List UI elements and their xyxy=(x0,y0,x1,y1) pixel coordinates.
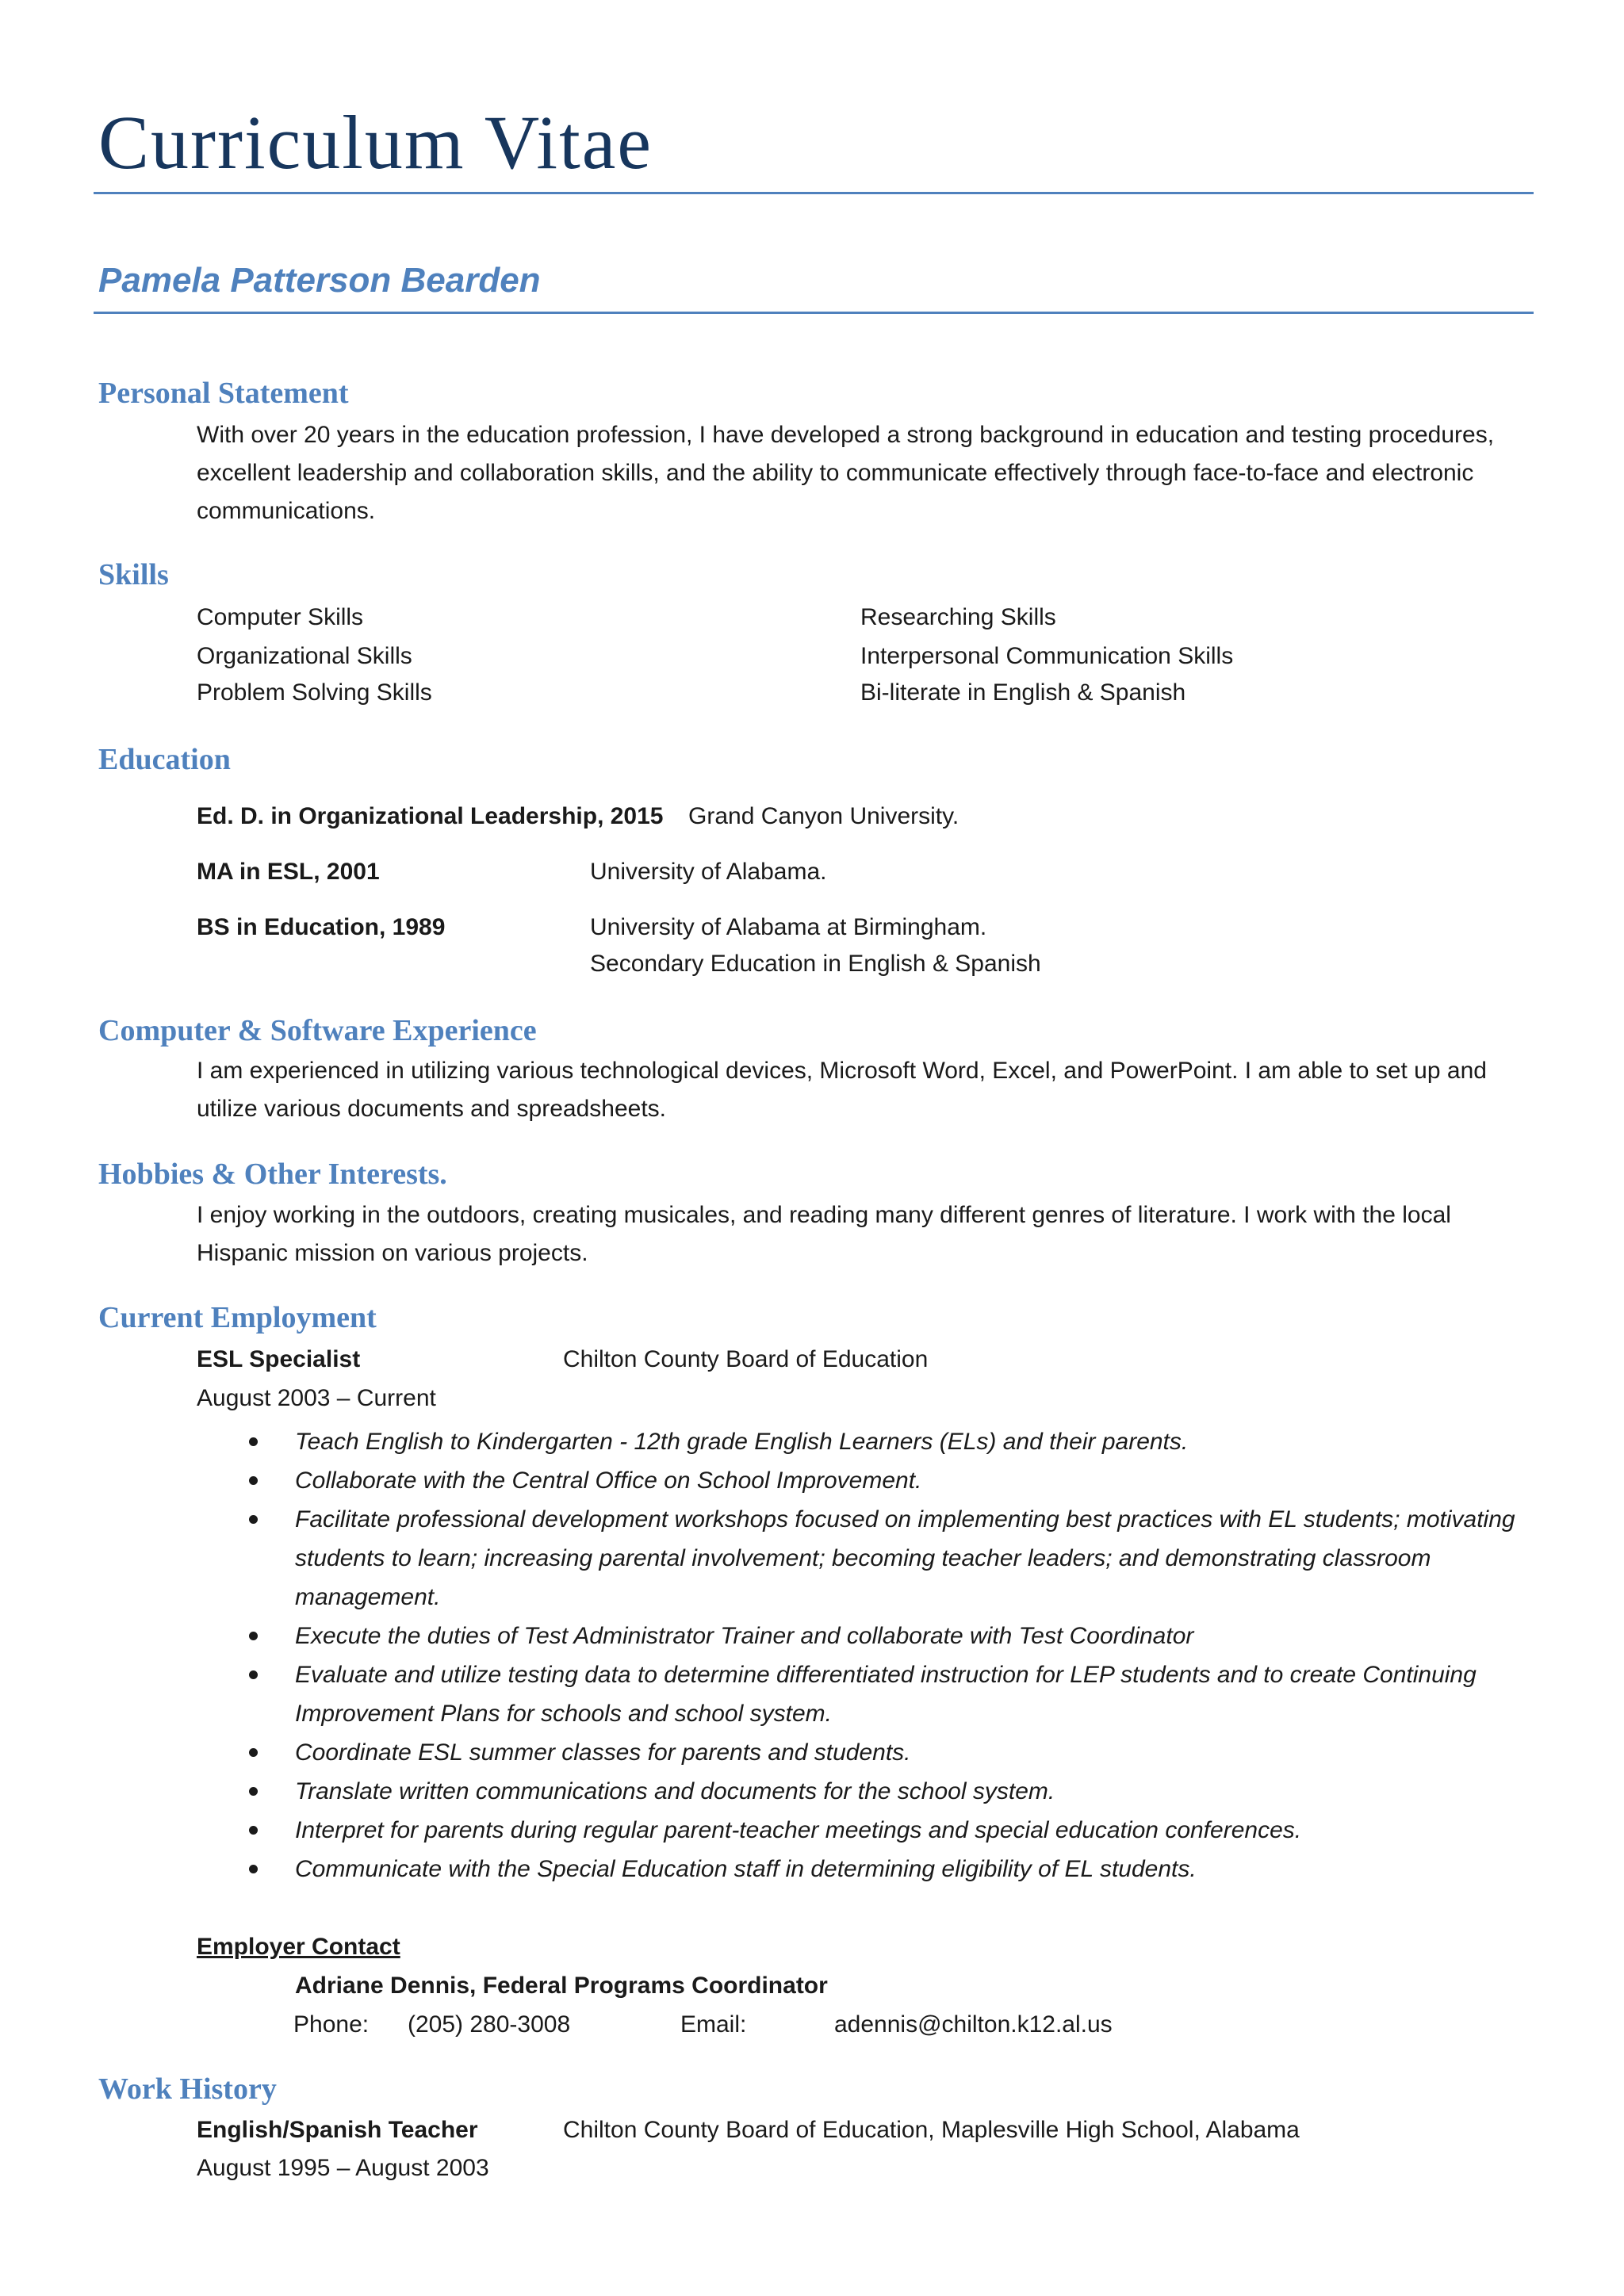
work-history-heading: Work History xyxy=(98,2072,277,2106)
name-rule xyxy=(94,312,1534,314)
duty-text: Coordinate ESL summer classes for parents and students. xyxy=(295,1739,911,1766)
work-history-position: English/Spanish Teacher xyxy=(197,2117,478,2143)
duty-text: Evaluate and utilize testing data to determine differentiated instruction for LEP students and to create Continuing Improvement Plans for schools and school system. xyxy=(295,1662,1477,1727)
skill-item: Organizational Skills xyxy=(197,643,412,669)
bullet-icon xyxy=(249,1476,258,1485)
bullet-icon xyxy=(249,1865,258,1873)
employer-contact-heading: Employer Contact xyxy=(197,1934,400,1960)
list-item xyxy=(238,1850,1522,1888)
personal-statement-heading: Personal Statement xyxy=(98,377,349,410)
work-history-employer: Chilton County Board of Education, Maplesville High School, Alabama xyxy=(563,2117,1300,2143)
skill-item: Interpersonal Communication Skills xyxy=(860,643,1234,669)
list-item xyxy=(238,1811,1522,1850)
skill-item: Researching Skills xyxy=(860,604,1056,630)
phone-label: Phone: xyxy=(293,2011,370,2038)
duty-text: Translate written communications and documents for the school system. xyxy=(295,1778,1055,1804)
candidate-name: Pamela Patterson Bearden xyxy=(98,261,541,300)
list-item xyxy=(238,1500,1522,1617)
title-rule xyxy=(94,192,1534,194)
education-degree: Ed. D. in Organizational Leadership, 2015 xyxy=(197,803,664,829)
page-title: Curriculum Vitae xyxy=(98,100,653,185)
employment-dates: August 2003 – Current xyxy=(197,1385,436,1411)
list-item xyxy=(238,1733,1522,1772)
email-label: Email: xyxy=(680,2011,747,2038)
education-heading: Education xyxy=(98,743,231,776)
duty-text: Teach English to Kindergarten - 12th grade English Learners (ELs) and their parents. xyxy=(295,1429,1189,1455)
bullet-icon xyxy=(249,1748,258,1757)
work-history-dates: August 1995 – August 2003 xyxy=(197,2155,489,2181)
duty-text: Facilitate professional development workshops focused on implementing best practices with EL students; motivating students to learn; increasing parental involvement; becoming teacher leaders; and demonstrating classroom management. xyxy=(295,1506,1515,1610)
duty-text: Communicate with the Special Education staff in determining eligibility of EL students. xyxy=(295,1856,1197,1882)
education-school: Grand Canyon University. xyxy=(688,803,959,829)
employer-contact-name: Adriane Dennis, Federal Programs Coordinator xyxy=(295,1973,828,1999)
bullet-icon xyxy=(249,1826,258,1835)
duty-text: Collaborate with the Central Office on School Improvement. xyxy=(295,1468,922,1494)
bullet-icon xyxy=(249,1515,258,1524)
duty-text: Interpret for parents during regular parent-teacher meetings and special education conferences. xyxy=(295,1817,1302,1843)
education-degree: BS in Education, 1989 xyxy=(197,914,446,940)
list-item xyxy=(238,1461,1522,1500)
list-item xyxy=(238,1617,1522,1655)
employment-heading: Current Employment xyxy=(98,1301,377,1334)
bullet-icon xyxy=(249,1670,258,1679)
hobbies-text: I enjoy working in the outdoors, creating musicales, and reading many different genres of literature. I work with the local Hispanic mission on various projects. xyxy=(197,1202,1451,1266)
skill-item: Bi-literate in English & Spanish xyxy=(860,679,1186,706)
bullet-icon xyxy=(249,1787,258,1796)
email-link[interactable]: adennis@chilton.k12.al.us xyxy=(834,2011,1113,2038)
bullet-icon xyxy=(249,1632,258,1640)
personal-statement-text: With over 20 years in the education profession, I have developed a strong background in education and testing procedures, excellent leadership and collaboration skills, and the ability to communicate effectively through face-to-face and electronic communications. xyxy=(197,422,1495,524)
employment-position: ESL Specialist xyxy=(197,1346,361,1372)
duties-list xyxy=(238,1422,1522,1888)
skills-heading: Skills xyxy=(98,558,169,591)
employment-employer: Chilton County Board of Education xyxy=(563,1346,929,1372)
education-degree: MA in ESL, 2001 xyxy=(197,859,380,885)
list-item xyxy=(238,1772,1522,1811)
duty-text: Execute the duties of Test Administrator Trainer and collaborate with Test Coordinator xyxy=(295,1623,1194,1649)
education-school: University of Alabama. xyxy=(590,859,827,885)
list-item xyxy=(238,1655,1522,1733)
education-school: University of Alabama at Birmingham. xyxy=(590,914,987,940)
computer-text: I am experienced in utilizing various technological devices, Microsoft Word, Excel, and PowerPoint. I am able to set up and utilize various documents and spreadsheets. xyxy=(197,1058,1487,1122)
hobbies-heading: Hobbies & Other Interests. xyxy=(98,1158,447,1191)
phone-value: (205) 280-3008 xyxy=(408,2011,571,2038)
computer-heading: Computer & Software Experience xyxy=(98,1014,537,1047)
list-item xyxy=(238,1422,1522,1461)
skill-item: Computer Skills xyxy=(197,604,364,630)
education-note: Secondary Education in English & Spanish xyxy=(590,951,1041,977)
bullet-icon xyxy=(249,1437,258,1446)
skill-item: Problem Solving Skills xyxy=(197,679,432,706)
